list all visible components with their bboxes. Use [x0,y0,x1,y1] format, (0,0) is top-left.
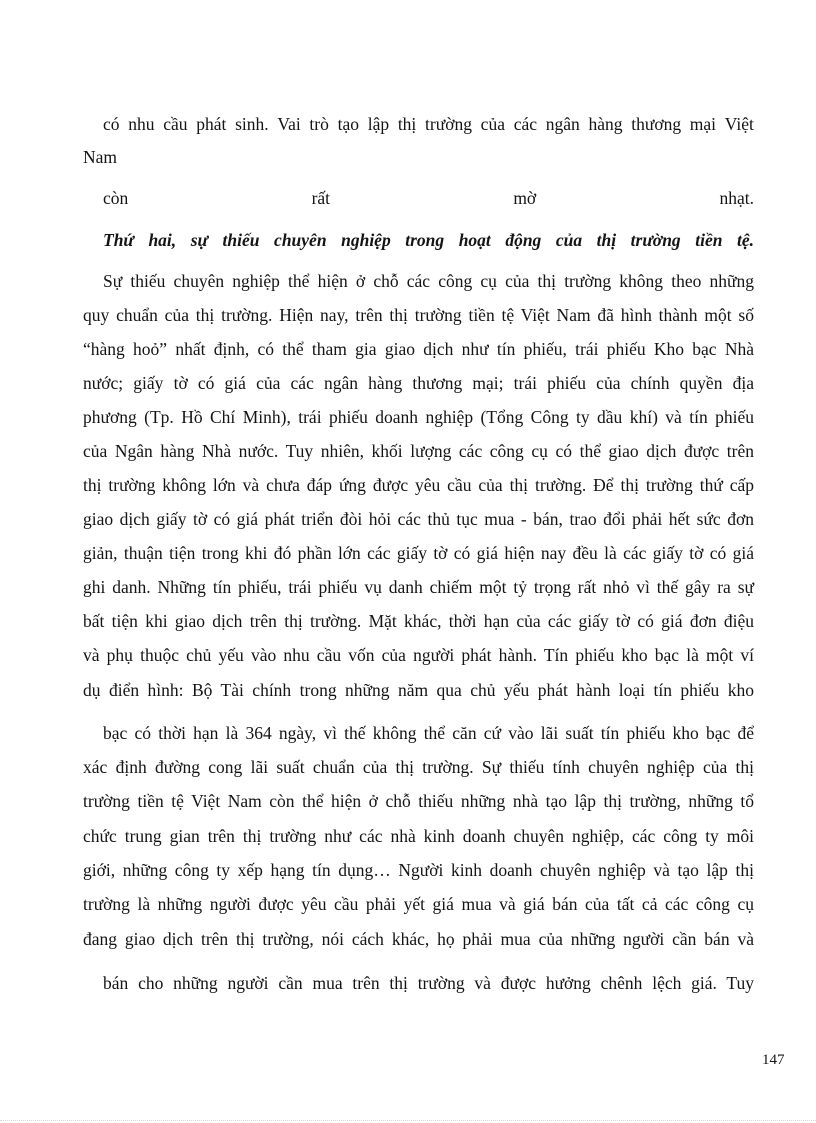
text-line-9: phương (Tp. Hồ Chí Minh), trái phiếu doanh nghiệp (Tổng Công ty dầu khí) và tín phiếu [83,407,754,427]
text-line-17: dụ điển hình: Bộ Tài chính trong những năm qua chủ yếu phát hành loại tín phiếu kho [83,680,754,700]
text-line-11: thị trường không lớn và chưa đáp ứng được yêu cầu của thị trường. Để thị trường thứ cấp [83,475,754,495]
text-line-15: bất tiện khi giao dịch trên thị trường. Mặt khác, thời hạn của các giấy tờ có giá đơn điệu [83,611,754,631]
text-line-3: còn rất mờ nhạt. [103,188,754,208]
text-line-8: nước; giấy tờ có giá của các ngân hàng thương mại; trái phiếu của chính quyền địa [83,373,754,393]
text-line-13: giản, thuận tiện trong khi đó phần lớn các giấy tờ có giá hiện nay đều là các giấy tờ có giá [83,543,754,563]
text-line-21: chức trung gian trên thị trường như các nhà kinh doanh chuyên nghiệp, các công ty môi [83,826,754,846]
text-line-10: của Ngân hàng Nhà nước. Tuy nhiên, khối lượng các công cụ có thể giao dịch được trên [83,441,754,461]
text-line-22: giới, những công ty xếp hạng tín dụng… Người kinh doanh chuyên nghiệp và tạo lập thị [83,860,754,880]
text-line-14: ghi danh. Những tín phiếu, trái phiếu vụ danh chiếm một tỷ trọng rất nhỏ vì thế gây ra sự [83,577,754,597]
page-bottom-edge [0,1120,816,1122]
text-line-16: và phụ thuộc chủ yếu vào nhu cầu vốn của người phát hành. Tín phiếu kho bạc là một ví [83,645,754,665]
text-line-1: có nhu cầu phát sinh. Vai trò tạo lập thị trường của các ngân hàng thương mại Việt [103,114,754,134]
text-line-7: “hàng hoỏ” nhất định, có thể tham gia giao dịch như tín phiếu, trái phiếu Kho bạc Nhà [83,339,754,359]
text-line-6: quy chuẩn của thị trường. Hiện nay, trên thị trường tiền tệ Việt Nam đã hình thành một số [83,305,754,325]
text-line-23: trường là những người được yêu cầu phải yết giá mua và giá bán của tất cả các công cụ [83,894,754,914]
text-line-18: bạc có thời hạn là 364 ngày, vì thế không thể căn cứ vào lãi suất tín phiếu kho bạc để [103,723,754,743]
text-line-24: đang giao dịch trên thị trường, nói cách khác, họ phải mua của những người cần bán và [83,929,754,949]
section-heading: Thứ hai, sự thiếu chuyên nghiệp trong hoạt động của thị trường tiền tệ. [103,230,754,250]
text-line-20: trường tiền tệ Việt Nam còn thể hiện ở chỗ thiếu những nhà tạo lập thị trường, những tổ [83,791,754,811]
text-line-19: xác định đường cong lãi suất chuẩn của thị trường. Sự thiếu tính chuyên nghiệp của thị [83,757,754,777]
page-number: 147 [762,1052,785,1068]
text-line-5: Sự thiếu chuyên nghiệp thể hiện ở chỗ các công cụ của thị trường không theo những [103,271,754,291]
text-line-2: Nam [83,147,118,167]
text-line-25: bán cho những người cần mua trên thị trường và được hưởng chênh lệch giá. Tuy [103,973,754,993]
text-line-12: giao dịch giấy tờ có giá phát triển đòi hỏi các thủ tục mua - bán, trao đổi phải hết sức đơn [83,509,754,529]
